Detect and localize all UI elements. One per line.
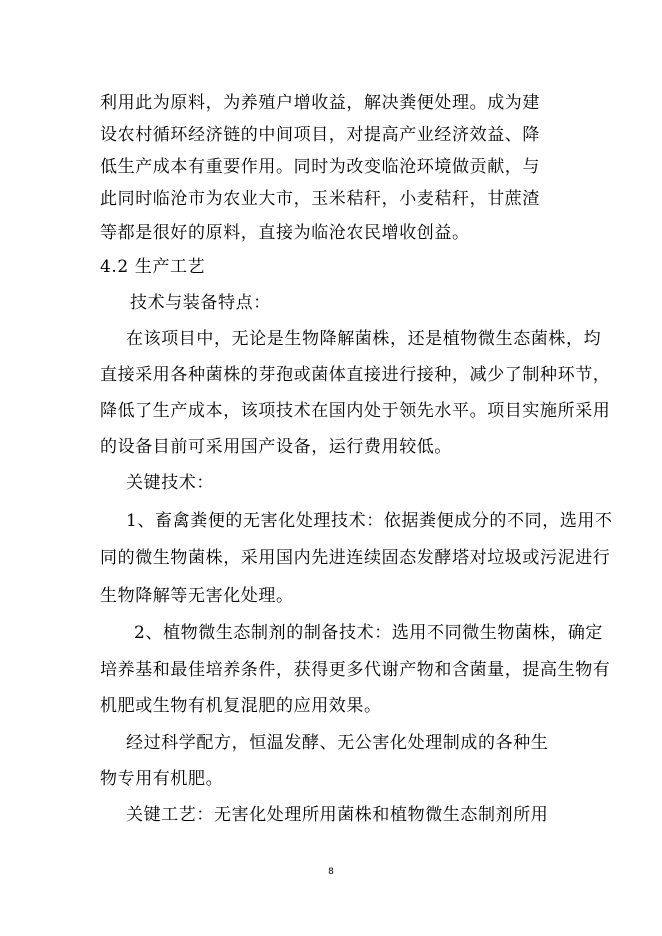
text-line-8: 在该项目中，无论是生物降解菌株，还是植物微生态菌株，均 <box>126 329 602 349</box>
text-line-12: 关键技术： <box>126 473 214 493</box>
text-line-14: 同的微生物菌株，采用国内先进连续固态发酵塔对垃圾或污泥进行 <box>100 548 611 568</box>
text-line-4: 此同时临沧市为农业大市，玉米秸秆，小麦秸秆，甘蔗渣 <box>100 189 540 209</box>
text-line-13: 1、畜禽粪便的无害化处理技术：依据粪便成分的不同，选用不 <box>126 511 613 531</box>
text-line-20: 物专用有机肥。 <box>100 769 224 789</box>
section-heading: 4.2 生产工艺 <box>100 257 206 277</box>
text-line-1: 利用此为原料，为养殖户增收益，解决粪便处理。成为建 <box>100 93 540 113</box>
text-line-21: 关键工艺：无害化处理所用菌株和植物微生态制剂所用 <box>126 805 549 825</box>
text-line-7: 技术与装备特点： <box>130 293 271 313</box>
text-line-19: 经过科学配方，恒温发酵、无公害化处理制成的各种生 <box>126 733 549 753</box>
text-line-18: 机肥或生物有机复混肥的应用效果。 <box>100 696 382 716</box>
text-line-10: 降低了生产成本，该项技术在国内处于领先水平。项目实施所采用 <box>100 401 611 421</box>
text-line-11: 的设备目前可采用国产设备，运行费用较低。 <box>100 437 452 457</box>
text-line-16: 2、植物微生态制剂的制备技术：选用不同微生物菌株，确定 <box>134 623 604 643</box>
page-number: 8 <box>328 867 334 877</box>
text-line-9: 直接采用各种菌株的芽孢或菌体直接进行接种，减少了制种环节， <box>100 365 611 385</box>
text-line-17: 培养基和最佳培养条件，获得更多代谢产物和含菌量，提高生物有 <box>100 660 611 680</box>
text-line-3: 低生产成本有重要作用。同时为改变临沧环境做贡献，与 <box>100 157 540 177</box>
text-line-15: 生物降解等无害化处理。 <box>100 586 294 606</box>
text-line-5: 等都是很好的原料，直接为临沧农民增收创益。 <box>100 223 470 243</box>
text-line-2: 设农村循环经济链的中间项目，对提高产业经济效益、降 <box>100 125 540 145</box>
